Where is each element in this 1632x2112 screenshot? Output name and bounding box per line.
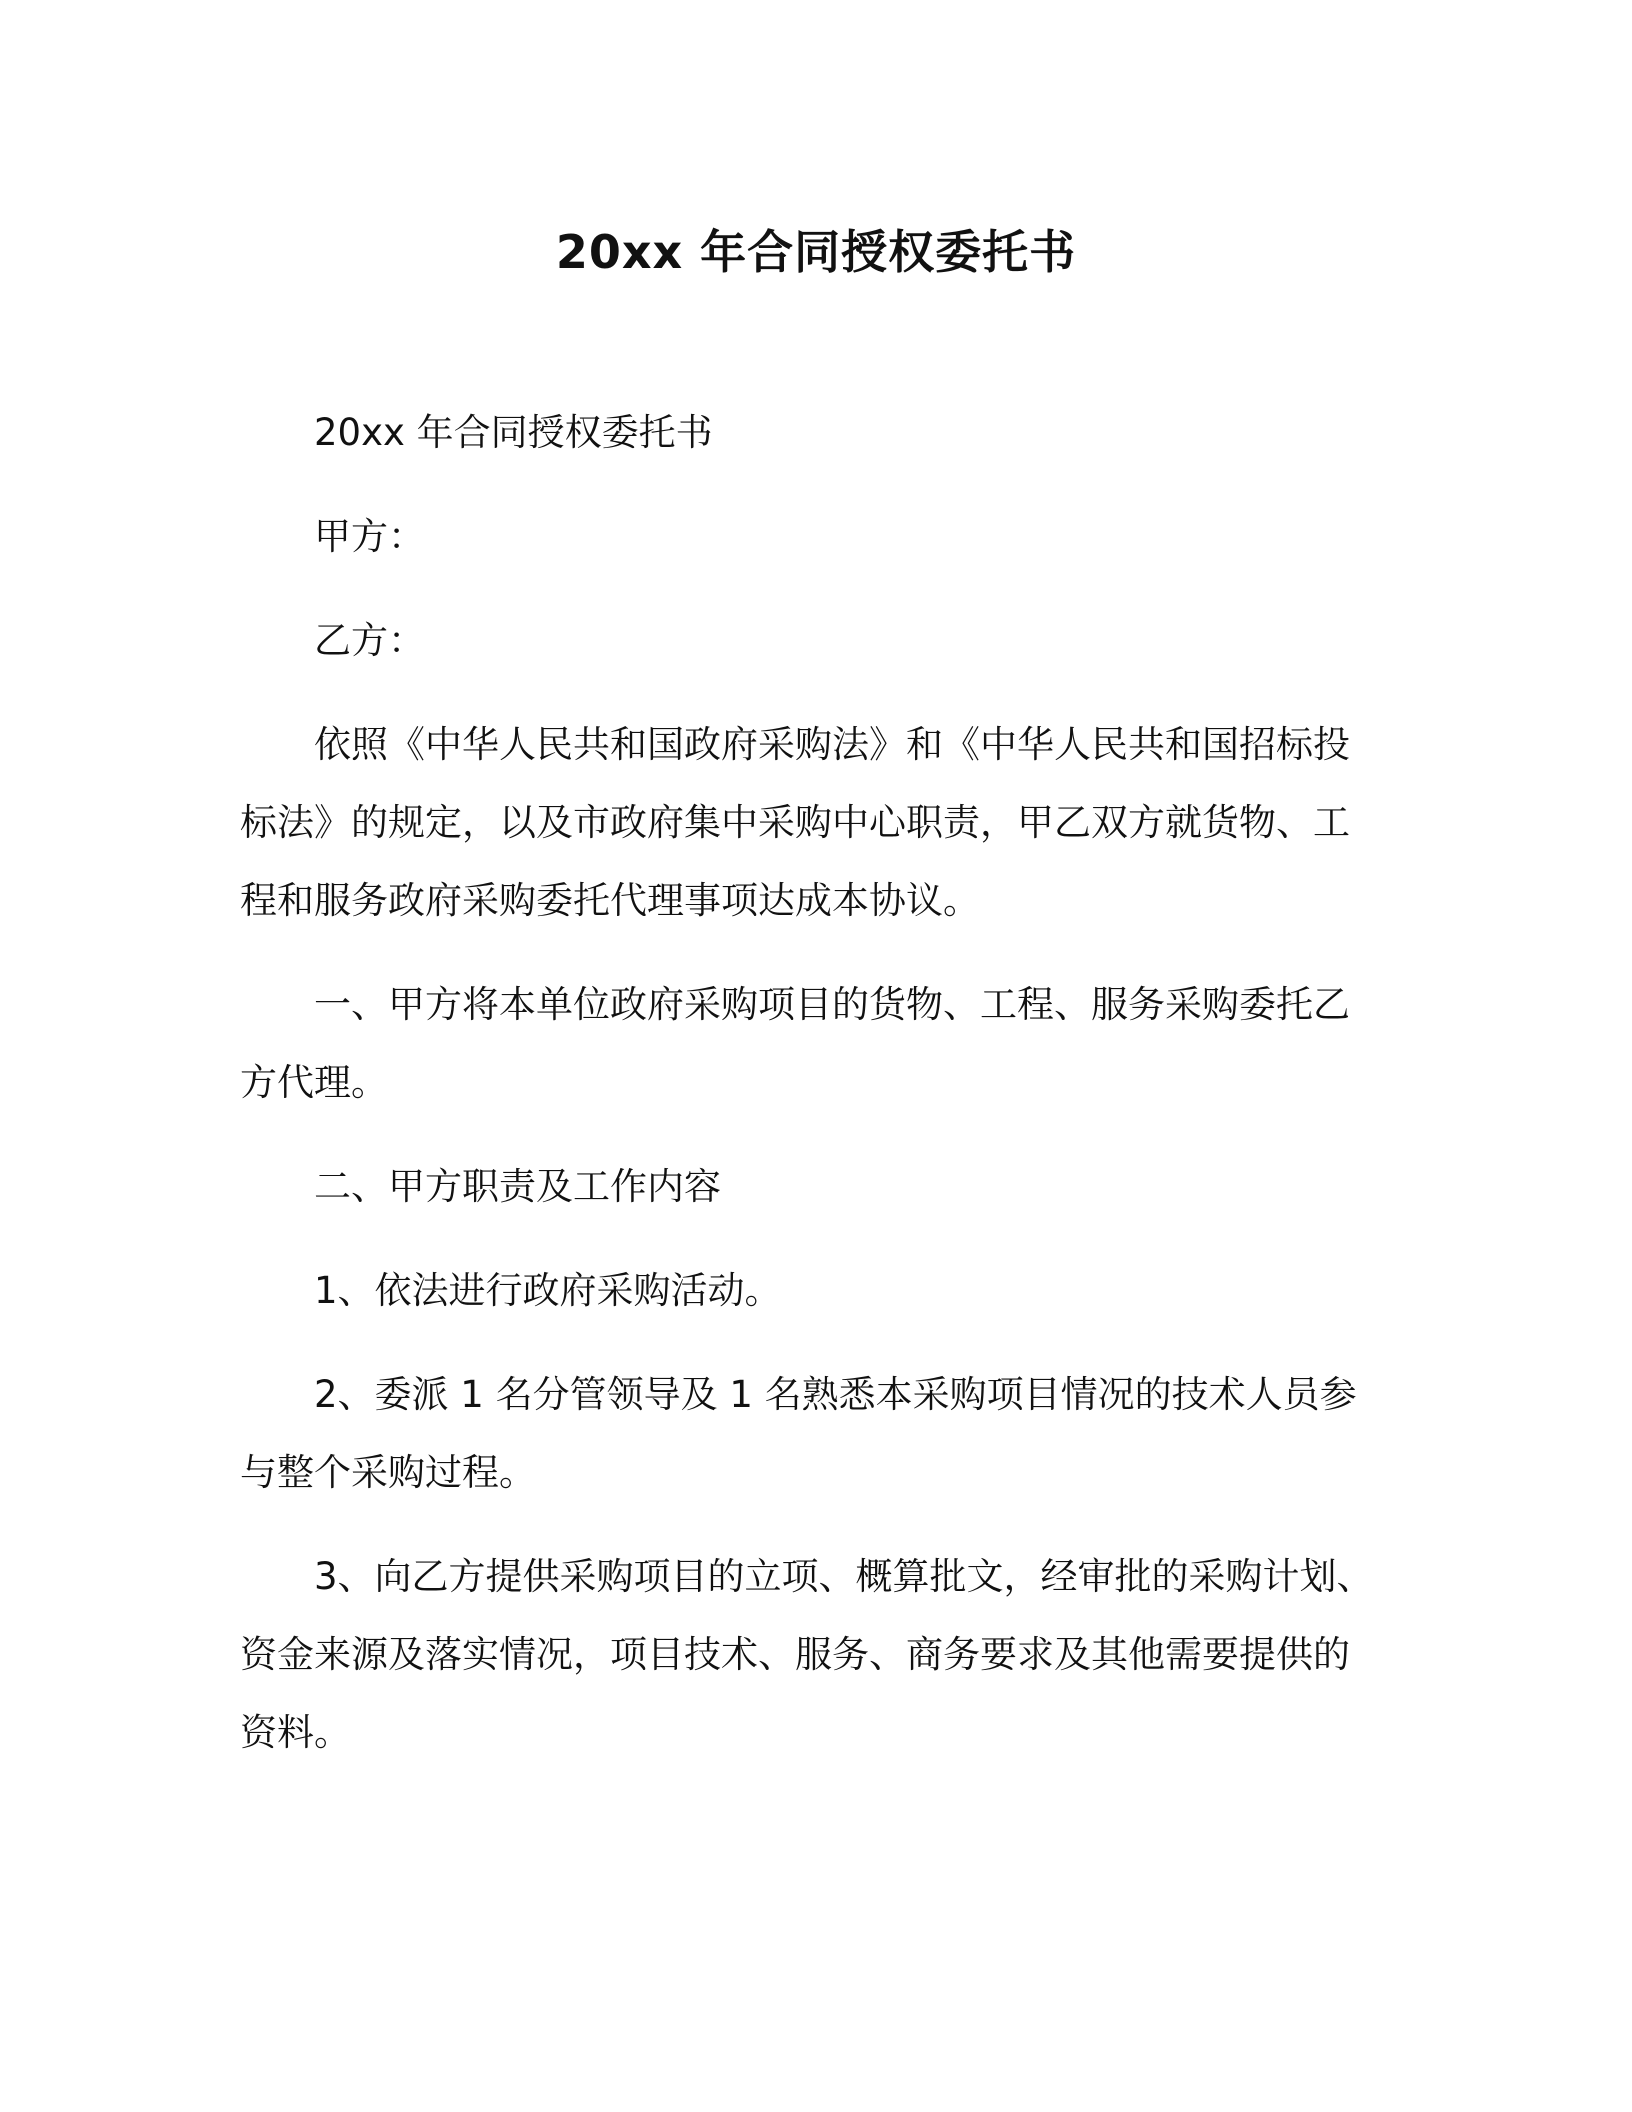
document-title: 20xx 年合同授权委托书 — [555, 225, 1077, 279]
document-body — [240, 394, 1380, 1798]
paragraph-item-2: 2、委派 1 名分管领导及 1 名熟悉本采购项目情况的技术人员参与整个采购过程。 — [240, 1373, 1357, 1494]
paragraph-clause-1: 一、甲方将本单位政府采购项目的货物、工程、服务采购委托乙方代理。 — [240, 983, 1350, 1104]
paragraph-subtitle: 20xx 年合同授权委托书 — [314, 411, 713, 454]
paragraph-item-1: 1、依法进行政府采购活动。 — [314, 1269, 782, 1312]
paragraph-clause-2-heading: 二、甲方职责及工作内容 — [314, 1165, 721, 1208]
paragraph-party-a: 甲方： — [314, 515, 425, 558]
paragraph-preamble: 依照《中华人民共和国政府采购法》和《中华人民共和国招标投标法》的规定，以及市政府集中采购中心职责，甲乙双方就货物、工程和服务政府采购委托代理事项达成本协议。 — [240, 723, 1350, 922]
paragraph-item-3: 3、向乙方提供采购项目的立项、概算批文，经审批的采购计划、资金来源及落实情况，项目技术、服务、商务要求及其他需要提供的资料。 — [240, 1555, 1374, 1754]
paragraph-party-b: 乙方： — [314, 619, 425, 662]
